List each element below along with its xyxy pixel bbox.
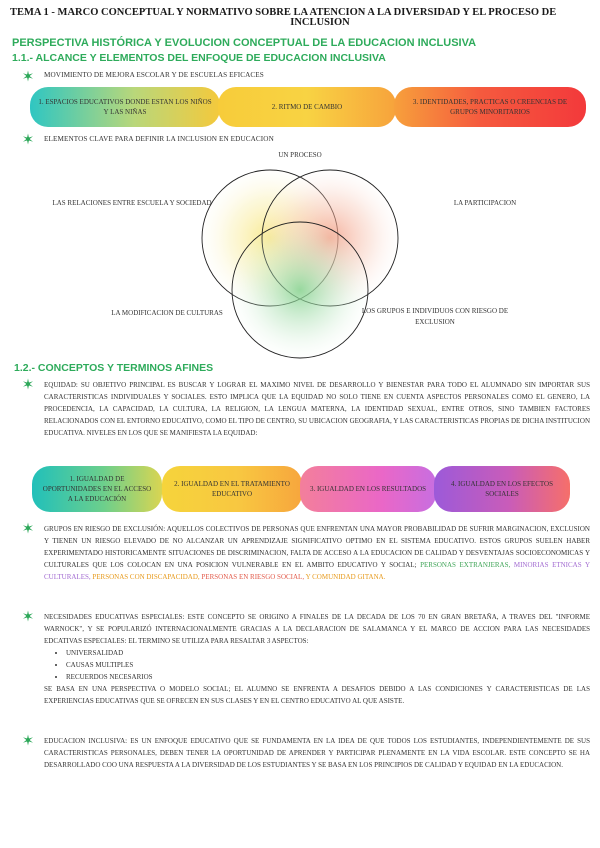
venn-label-right: LA PARTICIPACION (453, 199, 517, 207)
group-disability: PERSONAS CON DISCAPACIDAD, (92, 573, 200, 582)
movement-pill-1-text: 1. ESPACIOS EDUCATIVOS DONDE ESTAN LOS NIÑOS Y LAS NIÑAS (38, 98, 212, 116)
venn-circle-groups (232, 222, 368, 358)
equity-pill-3-text: 3. IGUALDAD EN LOS RESULTADOS (309, 485, 427, 493)
equity-pill-4-text: 4. IGUALDAD EN LOS EFECTOS SOCIALES (451, 480, 553, 498)
section-heading: PERSPECTIVA HISTÓRICA Y EVOLUCION CONCEPTUAL DE LA EDUCACION INCLUSIVA (12, 37, 477, 49)
sparkle-bullet-icon (22, 133, 34, 145)
sparkle-bullet-icon (22, 610, 34, 622)
equity-pill-4 (434, 466, 570, 512)
movement-pill-3-text: 3. IDENTIDADES, PRACTICAS O CREENCIAS DE GRUPOS MINORITARIOS (412, 98, 568, 116)
venn-label-bottom-left: LA MODIFICACION DE CULTURAS (111, 309, 223, 317)
equity-pill-1-text: 1. IGUALDAD DE OPORTUNIDADES EN EL ACCESO A LA EDUCACIÓN (42, 475, 152, 503)
group-roma-community: Y COMUNIDAD GITANA. (305, 573, 386, 582)
group-foreigners: PERSONAS EXTRANJERAS, (420, 561, 511, 570)
inclusiva-paragraph: EDUCACION INCLUSIVA: ES UN ENFOQUE EDUCATIVO QUE SE FUNDAMENTA EN LA IDEA DE QUE TODOS LOS ESTUDIANTES, INDEPENDIENTEMENTE DE SUS CARACTERISTICAS PERSONALES, DEBEN TENER LA OPORTUNIDAD DE APRENDER Y PARTICIPAR PLENAMENTE EN LA VIDA ESCOLAR. ESTE CONCEPTO SE HA DESARROLLADO COO UNA RESPUESTA A LA DIVERSIDAD DE LOS ESTUDIANTES Y SE BASA EN LOS PRINCIPIOS DE CALIDAD Y EQUIDAD EN LA EDUCACION. (44, 737, 590, 770)
equity-pill-2 (162, 466, 302, 512)
sparkle-bullet-icon (22, 378, 34, 390)
movement-pill-3 (394, 87, 586, 127)
nee-after-text: SE BASA EN UNA PERSPECTIVA O MODELO SOCIAL; EL ALUMNO SE ENFRENTA A DESAFIOS DEBIDO A LAS CONDICIONES Y CARACTERISTICAS DE LAS EXPERIENCIAS EDUCATIVAS QUE SE OFRECEN EN SUS CLASES Y EN EL CENTRO EDUCATIVO AL QUE ASISTE. (44, 685, 590, 706)
equity-pill-1 (32, 466, 162, 512)
sparkle-bullet-icon (22, 734, 34, 746)
nee-paragraph (44, 611, 590, 707)
sparkle-bullet-icon (22, 70, 34, 82)
list-item: • CAUSAS MULTIPLES (66, 659, 590, 671)
key-elements-label: ELEMENTOS CLAVE PARA DEFINIR LA INCLUSION EN EDUCACION (44, 135, 274, 143)
group-social-risk: PERSONAS EN RIESGO SOCIAL, (201, 573, 305, 582)
page-title (10, 8, 590, 28)
list-item: • RECUERDOS NECESARIOS (66, 671, 590, 683)
movement-label: MOVIMIENTO DE MEJORA ESCOLAR Y DE ESCUELAS EFICACES (44, 71, 264, 79)
grupos-paragraph (44, 523, 590, 583)
venn-label-bottom-right: LOS GRUPOS E INDIVIDUOS CON RIESGO DE EXCLUSION (361, 307, 509, 326)
subsection-heading-1-1: 1.1.- ALCANCE Y ELEMENTOS DEL ENFOQUE DE EDUCACION INCLUSIVA (12, 52, 386, 64)
venn-diagram (180, 160, 420, 370)
title-line-1: TEMA 1 - MARCO CONCEPTUAL Y NORMATIVO SOBRE LA ATENCION A LA DIVERSIDAD Y EL PROCESO DE (10, 7, 557, 18)
equity-pill-3 (300, 466, 436, 512)
equity-pill-2-text: 2. IGUALDAD EN EL TRATAMIENTO EDUCATIVO (174, 480, 290, 498)
grupos-text: GRUPOS EN RIESGO DE EXCLUSIÓN: AQUELLOS COLECTIVOS DE PERSONAS QUE ENFRENTAN UNA MAYOR PROBABILIDAD DE SUFRIR MARGINACION, EXCLUSION Y TIENEN UN RIESGO ELEVADO DE NO ALCANZAR UN APRENDIZAJE SIGNIFICATIVO OPTIMO EN EL SISTEMA EDUCATIVO. ESTOS GRUPOS SUELEN HABER EXPERIMENTADO HISTORICAMENTE SITUACIONES DE DISCRIMINACION, FALTA DE ACCESO A LA EDUCACION DE CALIDAD Y DESVENTAJAS SOCIOECONOMICAS Y CULTURALES QUE LOS COLOCAN EN UNA POSICION VULNERABLE EN EL AMBITO EDUCATIVO Y SOCIAL; (44, 525, 590, 570)
list-item: • UNIVERSALIDAD (66, 647, 590, 659)
title-line-2: INCLUSION (290, 17, 350, 28)
movement-pill-1 (30, 87, 220, 127)
nee-text: NECESIDADES EDUCATIVAS ESPECIALES: ESTE CONCEPTO SE ORIGINO A FINALES DE LA DECADA DE LOS 70 EN GRAN BRETAÑA, A TRAVES DEL "INFORME WARNOCK", Y SE POPULARIZÓ INTERNACIONALMENTE GRACIAS A LA DECLARACION DE SALAMANCA Y EL MARCO DE ACCION PARA LAS NECESIDADES EDCATIVAS ESPECIALES: EL TERMINO SE UTILIZA PARA RESALTAR 3 ASPECTOS: (44, 613, 590, 646)
venn-label-top: UN PROCESO (278, 151, 322, 159)
venn-label-left: LAS RELACIONES ENTRE ESCUELA Y SOCIEDAD (52, 199, 212, 207)
movement-pill-2-text: 2. RITMO DE CAMBIO (271, 103, 343, 111)
group-ethnic-minorities: MINORIAS ETNICAS Y CULTURALES, (44, 561, 591, 582)
nee-aspects-list (44, 647, 590, 683)
equidad-paragraph: EQUIDAD: SU OBJETIVO PRINCIPAL ES BUSCAR Y LOGRAR EL MAXIMO NIVEL DE DESARROLLO Y BIENESTAR PARA TODO EL ALUMNADO SIN IMPORTAR SUS CARACTERISTICAS INDIVIDUALES Y SOCIALES. ESTO IMPLICA QUE LA EQUIDAD NO SOLO TIENE EN CUENTA ASPECTOS PERSONALES COMO EL GENERO, LA PROCEDENCIA, LA CAPACIDAD, LA CULTURA, LA RELIGION, LA LENGUA MATERNA, LA IDENTIDAD SEXUAL, ENTRE OTROS, SINO TAMBIEN FACTORES RELACIONADOS CON EL ENTORNO EDUCATIVO, COMO EL TIPO DE CENTRO, SU UBICACION GEOGRAFIA, Y LAS CARACTERISTICAS PROPIAS DE DICHA INSTITUCION EDUCATIVA. NIVELES EN LOS QUE SE MANIFIESTA LA EQUIDAD: (44, 381, 590, 438)
movement-pill-2 (218, 87, 396, 127)
sparkle-bullet-icon (22, 522, 34, 534)
subsection-heading-1-2: 1.2.- CONCEPTOS Y TERMINOS AFINES (14, 362, 214, 374)
